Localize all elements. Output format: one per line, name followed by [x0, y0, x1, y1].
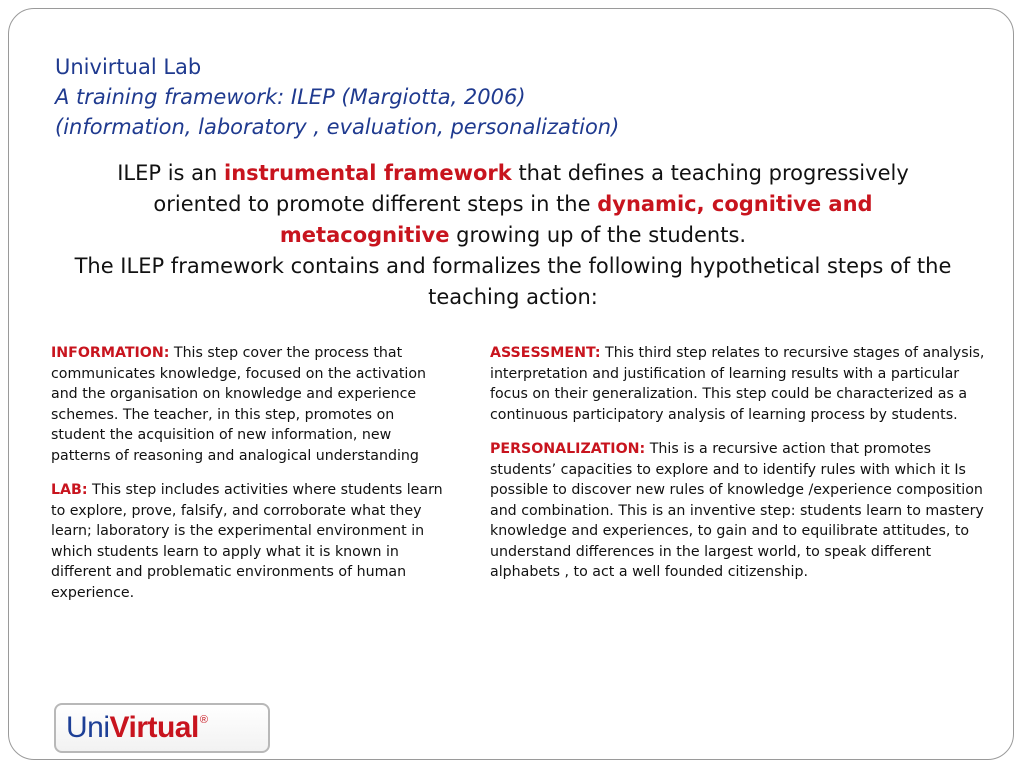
step-assessment-text: This third step relates to recursive stages of analysis, interpretation and justification of learning results with a particular focus on their generalization. This step could be characterized as a continuous participatory analysis of learning process by students. [490, 345, 985, 423]
step-information-term: INFORMATION: [51, 345, 170, 361]
step-personalization [490, 439, 985, 583]
right-column [490, 343, 985, 597]
registered-mark: ® [199, 714, 208, 726]
logo-virtual: Virtual [109, 711, 199, 744]
intro-text [70, 158, 956, 313]
step-personalization-text: This is a recursive action that promotes students’ capacities to explore and to identify rules with which it Is possible to discover new rules of knowledge /experience composition and combination. This is an inventive step: students learn to mastery knowledge and experiences, to gain and to equilibrate attitudes, to understand differences in the largest world, to speak different alphabets , to act a well founded citizenship. [490, 441, 984, 580]
step-lab [51, 480, 443, 603]
step-lab-term: LAB: [51, 482, 88, 498]
title-line-2: A training framework: ILEP (Margiotta, 2006) [55, 85, 526, 109]
intro-highlight-dynamic: dynamic, cognitive and metacognitive [279, 192, 873, 247]
title-line-3: (information, laboratory , evaluation, personalization) [55, 115, 620, 139]
step-information-text: This step cover the process that communicates knowledge, focused on the activation and the organisation on knowledge and experience schemes. The teacher, in this step, promotes on student the acquisition of new information, new patterns of reasoning and analogical understanding [51, 345, 426, 464]
intro-text-a: ILEP is an [117, 161, 225, 185]
step-assessment [490, 343, 985, 425]
intro-text-c: that defines a teaching progressively oriented to promote different steps in the [153, 161, 909, 216]
step-personalization-term: PERSONALIZATION: [490, 441, 646, 457]
left-column [51, 343, 443, 617]
univirtual-logo [54, 703, 270, 753]
slide-title [55, 52, 955, 142]
intro-paragraph-2: The ILEP framework contains and formalizes the following hypothetical steps of the teaching action: [74, 254, 952, 309]
intro-highlight-instrumental: instrumental framework [224, 161, 512, 185]
intro-text-e: growing up of the students. [449, 223, 747, 247]
step-assessment-term: ASSESSMENT: [490, 345, 601, 361]
logo-uni: Uni [66, 711, 110, 744]
step-information [51, 343, 443, 466]
title-line-1: Univirtual Lab [55, 55, 202, 79]
step-lab-text: This step includes activities where students learn to explore, prove, falsify, and corroborate what they learn; laboratory is the experimental environment in which students learn to apply what it is known in different and problematic environments of human experience. [51, 482, 443, 601]
intro-paragraph-1 [70, 158, 956, 251]
